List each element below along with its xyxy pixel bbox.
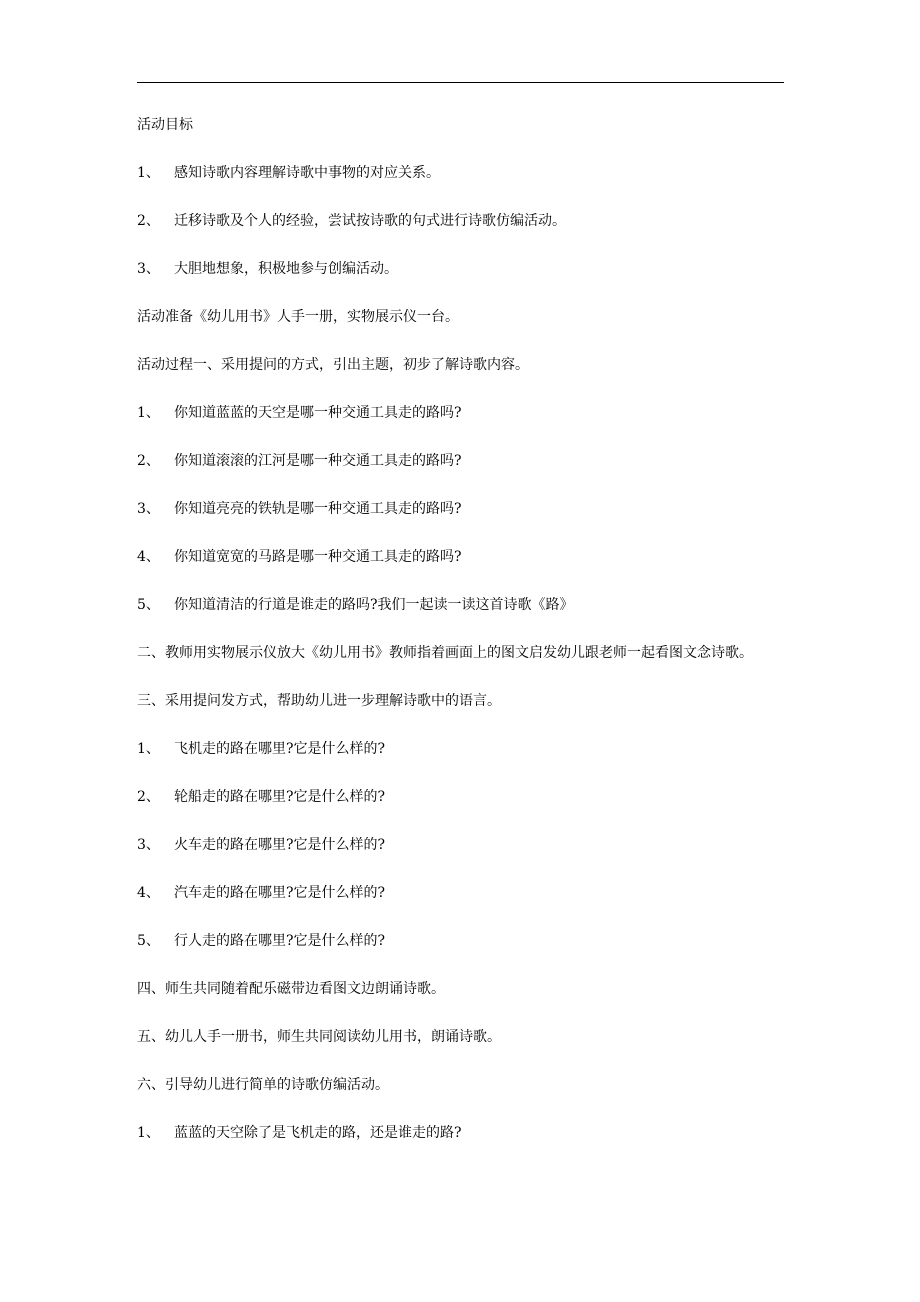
list-item (137, 258, 785, 280)
list-number: 4、 (137, 885, 160, 901)
list-number: 3、 (137, 501, 160, 517)
list-number: 5、 (137, 933, 160, 949)
list-number: 3、 (137, 261, 160, 277)
list-item (137, 546, 785, 568)
list-item (137, 738, 785, 760)
list-number: 2、 (137, 453, 160, 469)
list-text: 汽车走的路在哪里?它是什么样的? (174, 885, 386, 901)
list-item (137, 210, 785, 232)
list-text: 大胆地想象，积极地参与创编活动。 (174, 261, 398, 277)
list-item (137, 162, 785, 184)
list-text: 你知道宽宽的马路是哪一种交通工具走的路吗? (174, 549, 462, 565)
list-number: 5、 (137, 597, 160, 613)
list-number: 4、 (137, 549, 160, 565)
list-item (137, 882, 785, 904)
paragraph-step-two (137, 642, 785, 664)
list-text: 感知诗歌内容理解诗歌中事物的对应关系。 (174, 165, 440, 181)
paragraph-preparation (137, 306, 785, 328)
paragraph-step-three (137, 690, 785, 712)
list-number: 2、 (137, 213, 160, 229)
section-heading-goals (137, 114, 785, 136)
list-text: 你知道滚滚的江河是哪一种交通工具走的路吗? (174, 453, 462, 469)
paragraph-text: 活动过程一、采用提问的方式，引出主题，初步了解诗歌内容。 (137, 357, 529, 373)
paragraph-text: 六、引导幼儿进行简单的诗歌仿编活动。 (137, 1077, 389, 1093)
list-text: 轮船走的路在哪里?它是什么样的? (174, 789, 386, 805)
list-item (137, 402, 785, 424)
list-text: 飞机走的路在哪里?它是什么样的? (174, 741, 386, 757)
paragraph-text: 活动目标 (137, 117, 193, 133)
list-text: 行人走的路在哪里?它是什么样的? (174, 933, 386, 949)
list-number: 2、 (137, 789, 160, 805)
header-rule (137, 82, 784, 83)
list-item (137, 1122, 785, 1144)
paragraph-text: 五、幼儿人手一册书，师生共同阅读幼儿用书，朗诵诗歌。 (137, 1029, 501, 1045)
list-number: 1、 (137, 165, 160, 181)
paragraph-text: 三、采用提问发方式，帮助幼儿进一步理解诗歌中的语言。 (137, 693, 501, 709)
paragraph-text: 活动准备《幼儿用书》人手一册，实物展示仪一台。 (137, 309, 459, 325)
list-item (137, 834, 785, 856)
list-item (137, 450, 785, 472)
list-item (137, 930, 785, 952)
paragraph-step-five (137, 1026, 785, 1048)
list-number: 3、 (137, 837, 160, 853)
list-text: 你知道亮亮的铁轨是哪一种交通工具走的路吗? (174, 501, 462, 517)
paragraph-step-four (137, 978, 785, 1000)
list-text: 你知道清洁的行道是谁走的路吗?我们一起读一读这首诗歌《路》 (174, 597, 574, 613)
paragraph-text: 二、教师用实物展示仪放大《幼儿用书》教师指着画面上的图文启发幼儿跟老师一起看图文念诗歌。 (137, 645, 753, 661)
document-body (137, 114, 785, 1170)
list-item (137, 498, 785, 520)
list-text: 火车走的路在哪里?它是什么样的? (174, 837, 386, 853)
list-item (137, 594, 785, 616)
paragraph-process (137, 354, 785, 376)
list-text: 迁移诗歌及个人的经验，尝试按诗歌的句式进行诗歌仿编活动。 (174, 213, 566, 229)
list-text: 你知道蓝蓝的天空是哪一种交通工具走的路吗? (174, 405, 462, 421)
list-number: 1、 (137, 1125, 160, 1141)
paragraph-text: 四、师生共同随着配乐磁带边看图文边朗诵诗歌。 (137, 981, 445, 997)
list-number: 1、 (137, 405, 160, 421)
list-text: 蓝蓝的天空除了是飞机走的路，还是谁走的路? (174, 1125, 462, 1141)
list-item (137, 786, 785, 808)
paragraph-step-six (137, 1074, 785, 1096)
list-number: 1、 (137, 741, 160, 757)
